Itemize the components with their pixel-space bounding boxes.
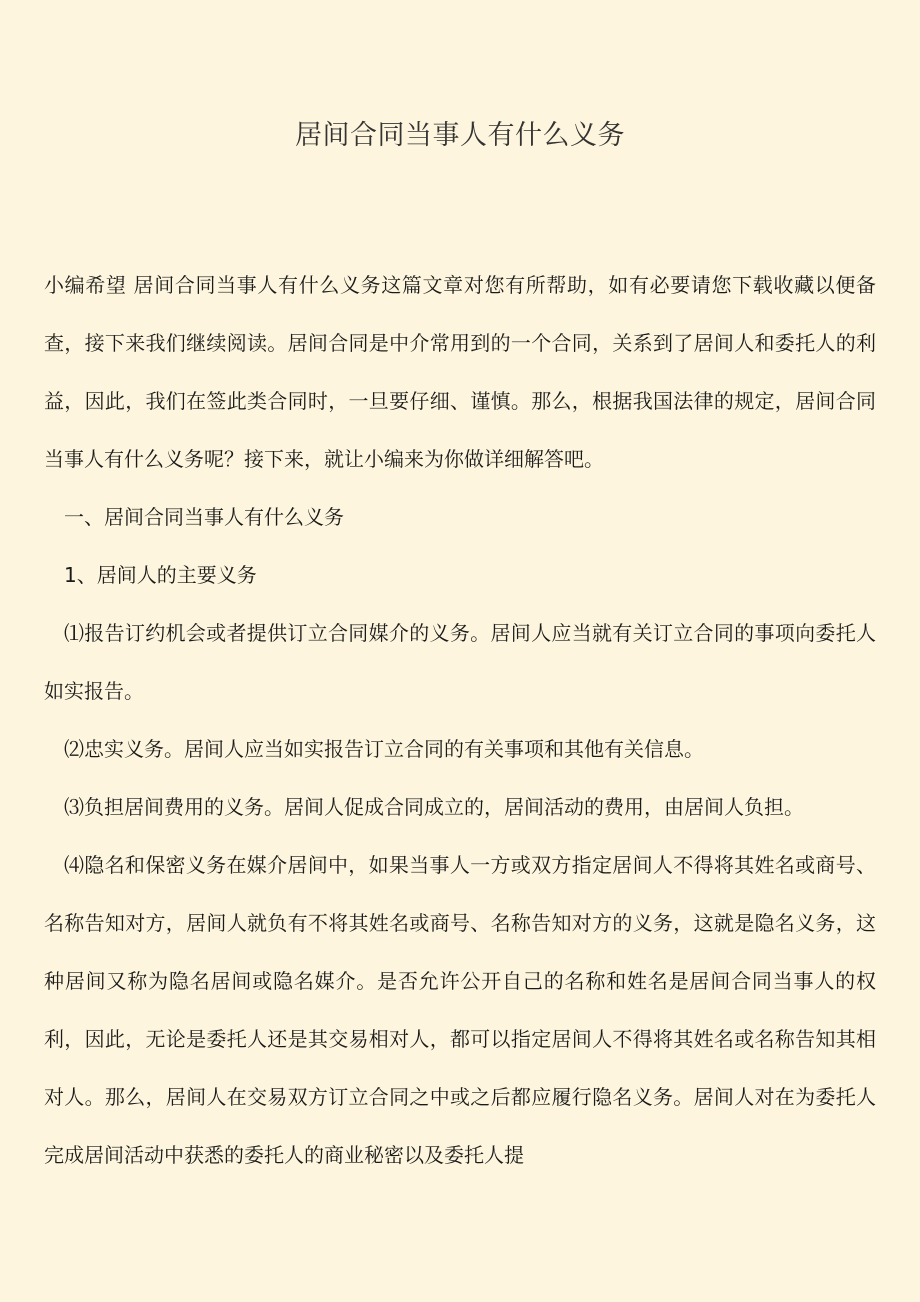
document-title: 居间合同当事人有什么义务 xyxy=(295,120,625,151)
document-body xyxy=(44,256,876,1184)
paragraph-item-2: ⑵忠实义务。居间人应当如实报告订立合同的有关事项和其他有关信息。 xyxy=(64,737,704,761)
paragraph-item-1: ⑴报告订约机会或者提供订立合同媒介的义务。居间人应当就有关订立合同的事项向委托人如实报告。 xyxy=(44,621,876,703)
paragraph-item-3: ⑶负担居间费用的义务。居间人促成合同成立的，居间活动的费用，由居间人负担。 xyxy=(64,795,804,819)
subsection-heading: 1、居间人的主要义务 xyxy=(64,563,257,587)
paragraph-intro: 小编希望 居间合同当事人有什么义务这篇文章对您有所帮助，如有必要请您下载收藏以便备查，接下来我们继续阅读。居间合同是中介常用到的一个合同，关系到了居间人和委托人的利益，因此，我们在签此类合同时，一旦要仔细、谨慎。那么，根据我国法律的规定，居间合同当事人有什么义务呢？接下来，就让小编来为你做详细解答吧。 xyxy=(44,273,876,471)
section-heading: 一、居间合同当事人有什么义务 xyxy=(64,505,344,529)
paragraph-item-4: ⑷隐名和保密义务在媒介居间中，如果当事人一方或双方指定居间人不得将其姓名或商号、名称告知对方，居间人就负有不将其姓名或商号、名称告知对方的义务，这就是隐名义务，这种居间又称为隐名居间或隐名媒介。是否允许公开自己的名称和姓名是居间合同当事人的权利，因此，无论是委托人还是其交易相对人，都可以指定居间人不得将其姓名或名称告知其相对人。那么，居间人在交易双方订立合同之中或之后都应履行隐名义务。居间人对在为委托人完成居间活动中获悉的委托人的商业秘密以及委托人提 xyxy=(44,853,876,1167)
